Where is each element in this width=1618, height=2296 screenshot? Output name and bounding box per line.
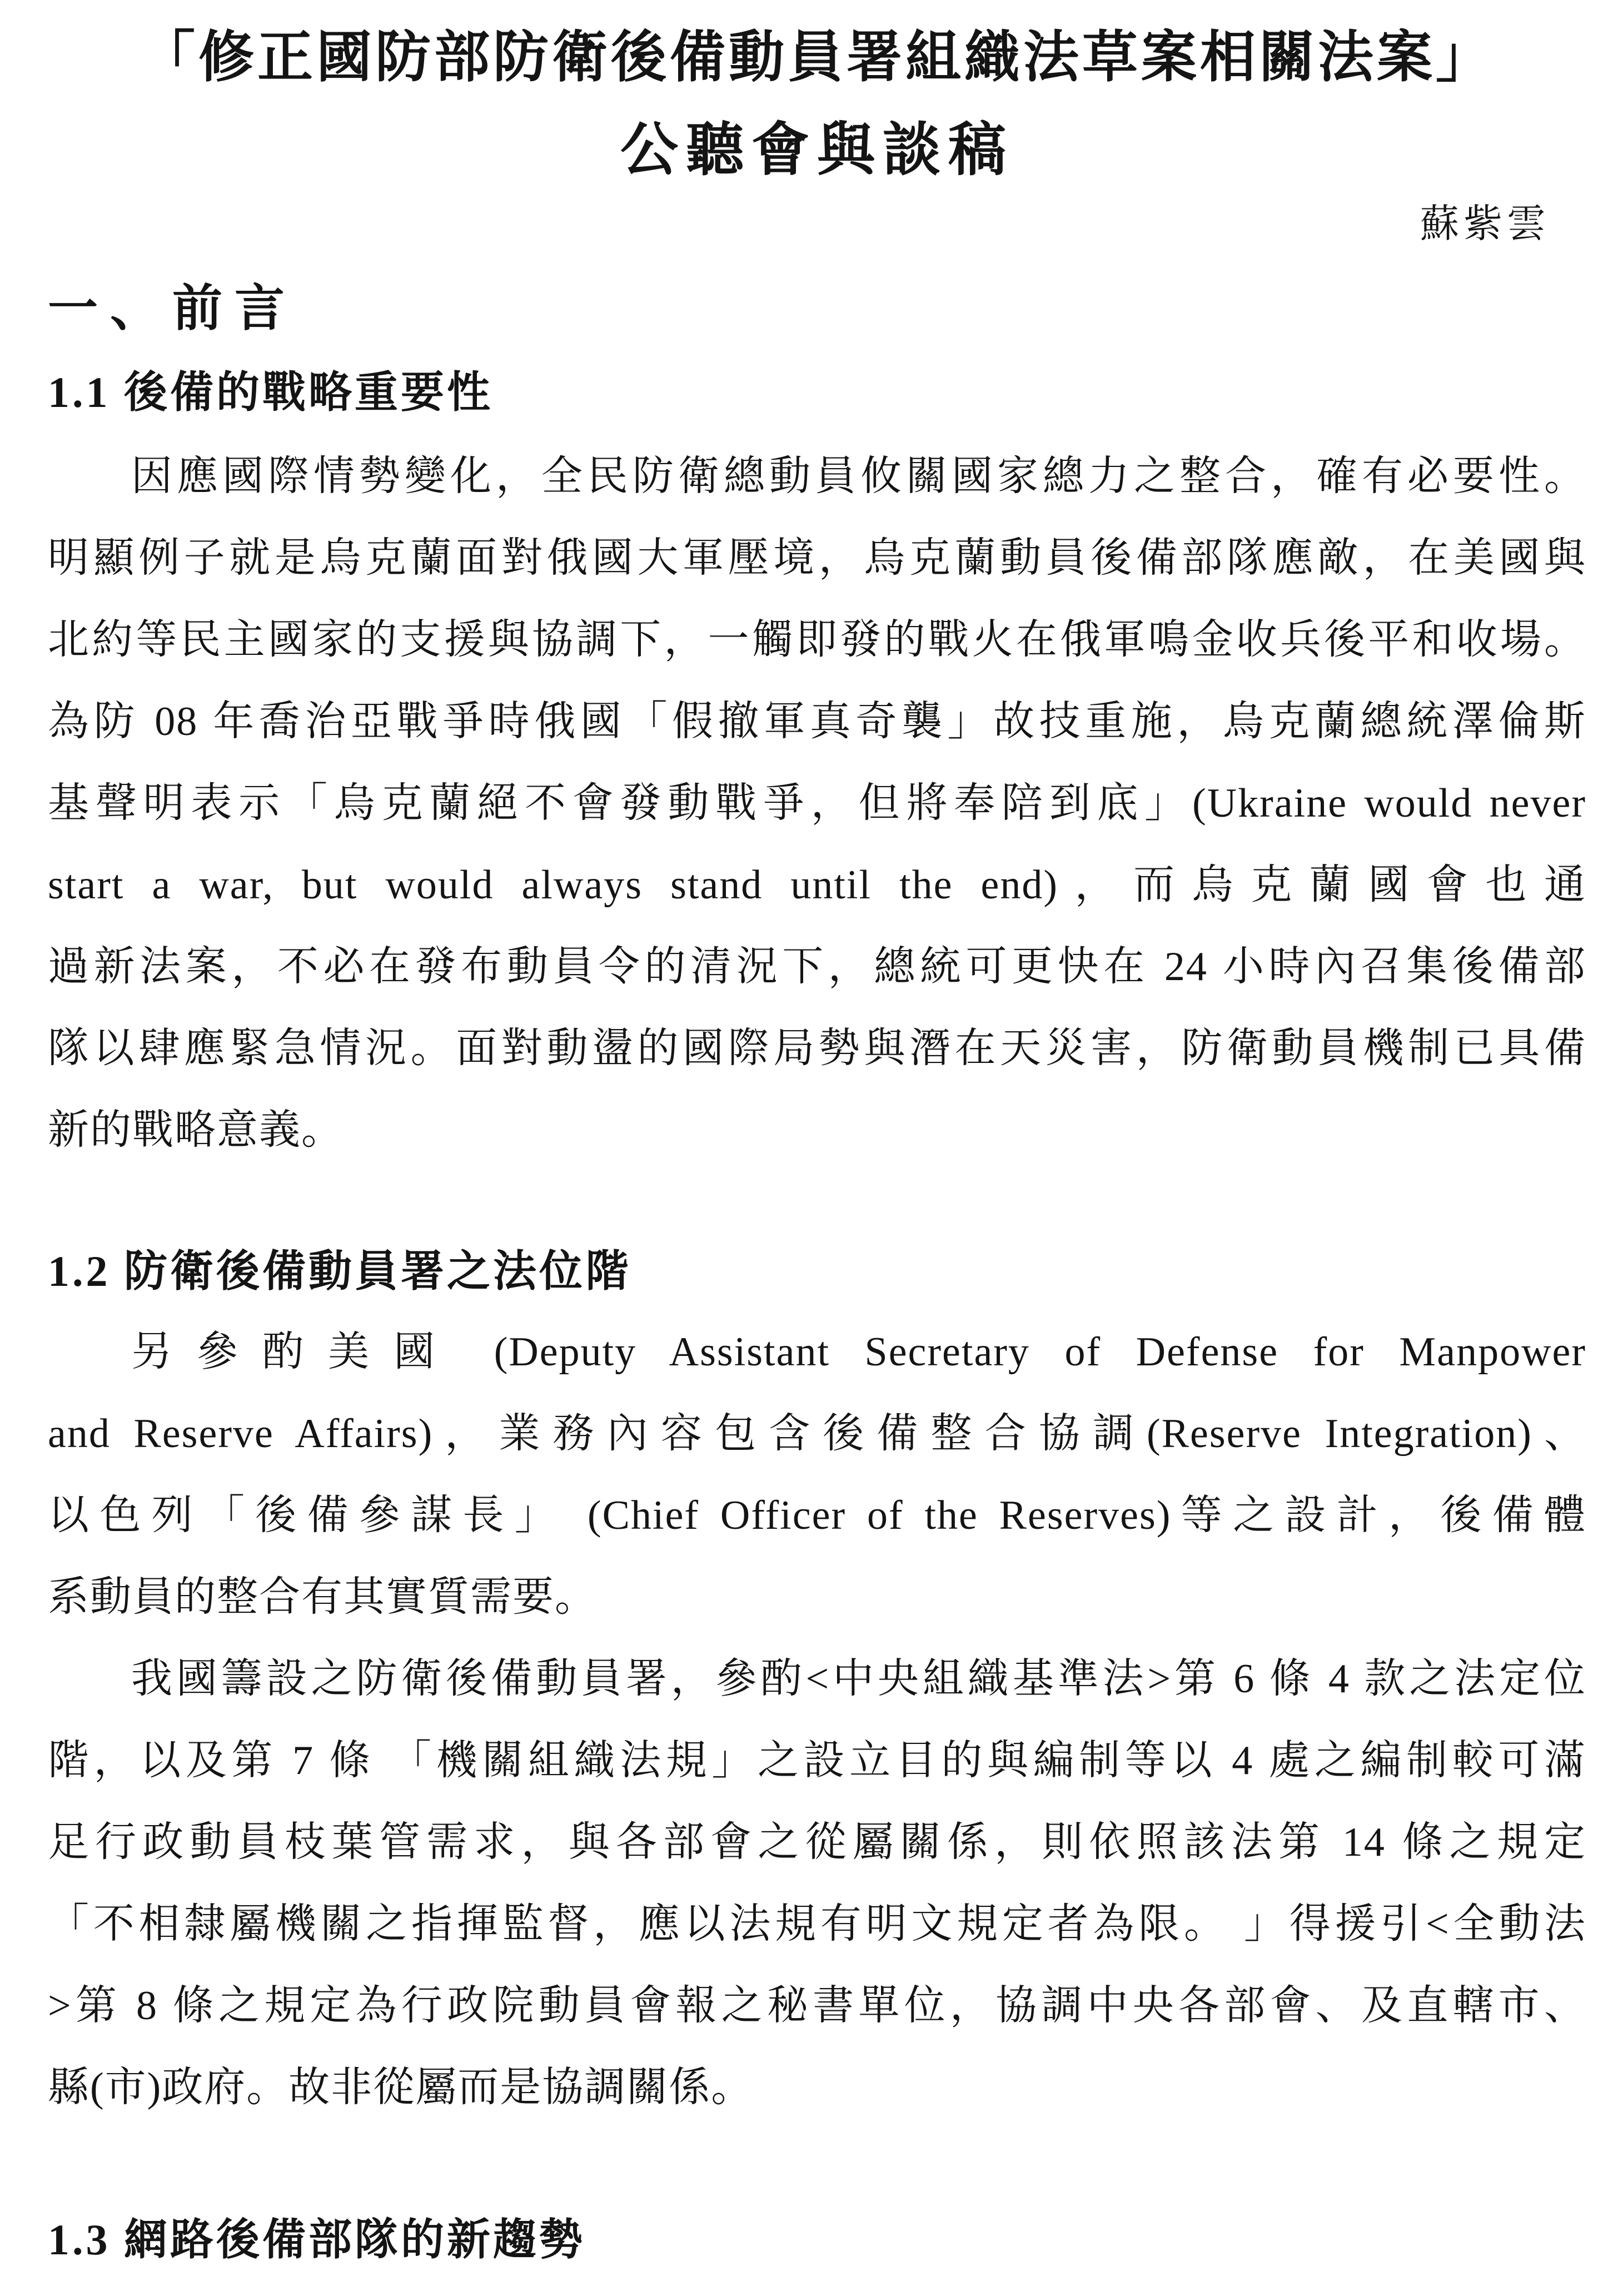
author-name: 蘇紫雲 — [1420, 203, 1550, 246]
text-line: 階，以及第 7 條 「機關組織法規」之設立目的與編制等以 4 處之編制較可滿 — [48, 1738, 1586, 1783]
text-line: 我國籌設之防衛後備動員署，參酌<中央組織基準法>第 6 條 4 款之法定位 — [131, 1656, 1586, 1702]
document-title-line-2: 公聽會與談稿 — [620, 118, 1014, 182]
text-line: start a war, but would always stand until the end)，而烏克蘭國會也通 — [48, 862, 1586, 908]
text-line: 「不相隸屬機關之指揮監督，應以法規有明文規定者為限。 」得援引<全動法 — [48, 1901, 1586, 1947]
text-line: 因應國際情勢變化，全民防衛總動員攸關國家總力之整合，確有必要性。 — [131, 454, 1586, 499]
document-title-line-1: 「修正國防部防衛後備動員署組織法草案相關法案」 — [140, 27, 1495, 88]
text-line: 明顯例子就是烏克蘭面對俄國大軍壓境，烏克蘭動員後備部隊應敵，在美國與 — [48, 535, 1586, 581]
text-line: 另參酌美國 (Deputy Assistant Secretary of Defense for Manpower — [131, 1329, 1586, 1375]
subsection-heading-1-3: 1.3 網路後備部隊的新趨勢 — [48, 2215, 586, 2264]
paragraph-1-2-a — [48, 1311, 1586, 1638]
paragraph-1-2-b — [48, 1638, 1586, 2129]
subsection-heading-1-1: 1.1 後備的戰略重要性 — [48, 368, 494, 416]
text-line: 系動員的整合有其實質需要。 — [48, 1574, 597, 1620]
text-line: 基聲明表示「烏克蘭絕不會發動戰爭，但將奉陪到底」(Ukraine would never — [48, 781, 1586, 826]
text-line: 以色列「後備參謀長」 (Chief Officer of the Reserves)等之設計，後備體 — [48, 1493, 1586, 1538]
text-line: 北約等民主國家的支援與協調下，一觸即發的戰火在俄軍鳴金收兵後平和收場。 — [48, 617, 1586, 663]
text-line: 足行政動員枝葉管需求，與各部會之從屬關係，則依照該法第 14 條之規定 — [48, 1820, 1586, 1865]
text-line: >第 8 條之規定為行政院動員會報之秘書單位，協調中央各部會、及直轄市、 — [48, 1983, 1586, 2029]
section-heading-intro: 一、前言 — [48, 281, 297, 336]
text-line: 縣(市)政府。故非從屬而是協調關係。 — [48, 2065, 754, 2110]
text-line: 隊以肆應緊急情況。面對動盪的國際局勢與潛在天災害，防衛動員機制已具備 — [48, 1026, 1586, 1071]
paragraph-1-1 — [48, 436, 1586, 1171]
text-line: 新的戰略意義。 — [48, 1107, 343, 1153]
text-line: 為防 08 年喬治亞戰爭時俄國「假撤軍真奇襲」故技重施，烏克蘭總統澤倫斯 — [48, 699, 1586, 744]
text-line: 過新法案，不必在發布動員令的清況下，總統可更快在 24 小時內召集後備部 — [48, 944, 1586, 990]
text-line: and Reserve Affairs)，業務內容包含後備整合協調(Reserve Integration)、 — [48, 1411, 1586, 1457]
subsection-heading-1-2: 1.2 防衛後備動員署之法位階 — [48, 1247, 632, 1295]
document-page — [48, 0, 1586, 2268]
